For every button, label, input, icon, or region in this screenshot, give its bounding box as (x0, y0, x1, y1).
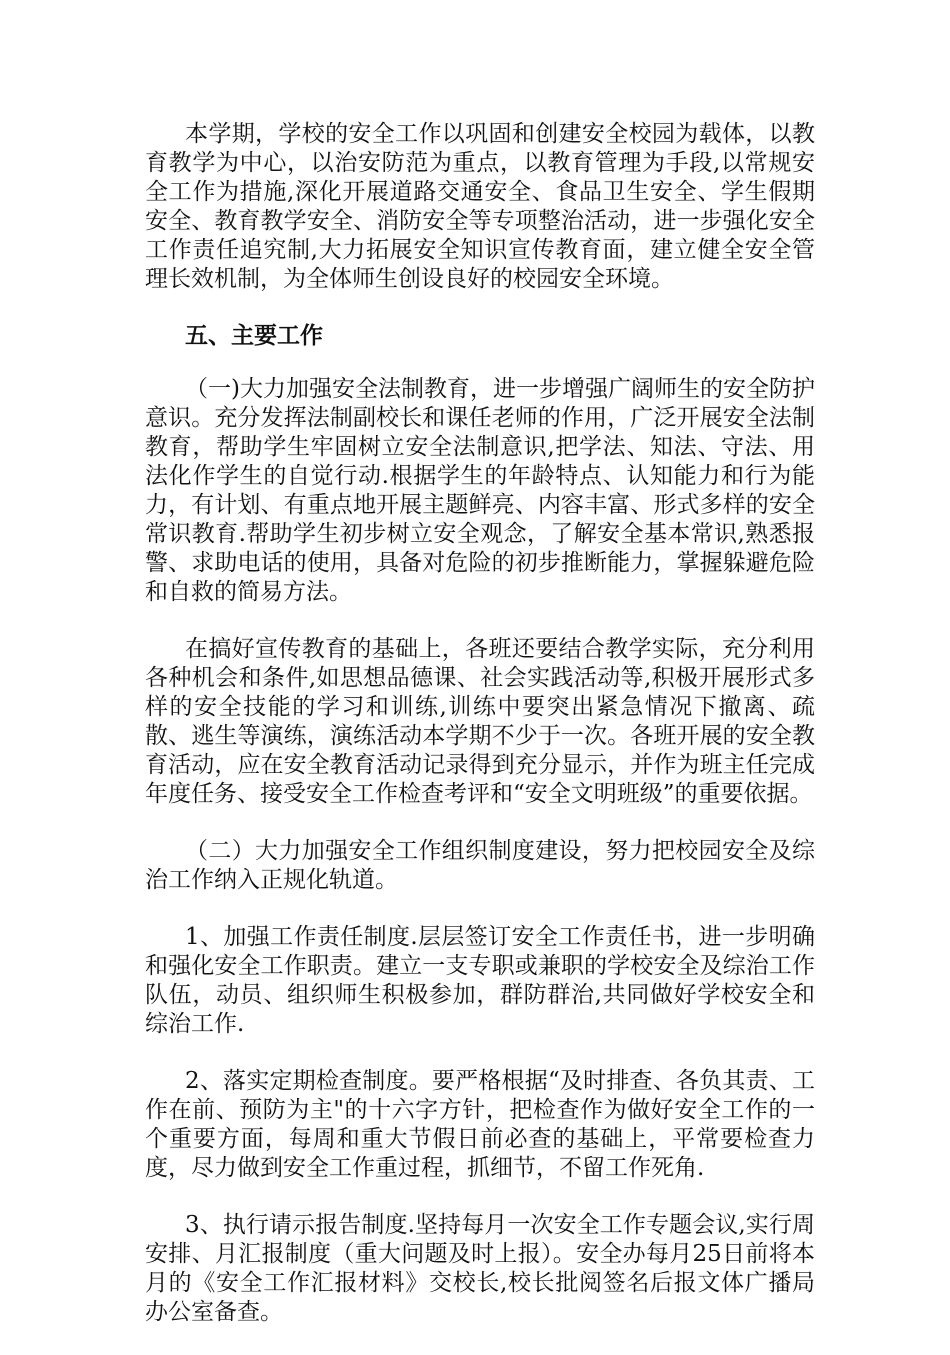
paragraph-reporting-system: 3、执行请示报告制度.坚持每月一次安全工作专题会议,实行周安排、月汇报制度（重大问题及时上报）。安全办每月25日前将本月的《安全工作汇报材料》交校长,校长批阅签名后报文体广播局办公室备查。 (145, 1212, 815, 1325)
intro-paragraph: 本学期，学校的安全工作以巩固和创建安全校园为载体，以教育教学为中心，以治安防范为重点，以教育管理为手段,以常规安全工作为措施,深化开展道路交通安全、食品卫生安全、学生假期安全、教育教学安全、消防安全等专项整治活动，进一步强化安全工作责任追究制,大力拓展安全知识宣传教育面，建立健全安全管理长效机制，为全体师生创设良好的校园安全环境。 (145, 121, 815, 292)
paragraph-organization-system: （二）大力加强安全工作组织制度建设，努力把校园安全及综治工作纳入正规化轨道。 (145, 838, 815, 893)
paragraph-responsibility-system: 1、加强工作责任制度.层层签订安全工作责任书，进一步明确和强化安全工作职责。建立一支专职或兼职的学校安全及综治工作队伍，动员、组织师生积极参加，群防群治,共同做好学校安全和综治工作. (145, 924, 815, 1037)
paragraph-inspection-system: 2、落实定期检查制度。要严格根据“及时排查、各负其责、工作在前、预防为主"的十六字方针，把检查作为做好安全工作的一个重要方面，每周和重大节假日前必查的基础上，平常要检查力度，尽力做到安全工作重过程，抓细节，不留工作死角. (145, 1068, 815, 1181)
paragraph-legal-education: （一)大力加强安全法制教育，进一步增强广阔师生的安全防护意识。充分发挥法制副校长和课任老师的作用，广泛开展安全法制教育，帮助学生牢固树立安全法制意识,把学法、知法、守法、用法化作学生的自觉行动.根据学生的年龄特点、认知能力和行为能力，有计划、有重点地开展主题鲜亮、内容丰富、形式多样的安全常识教育.帮助学生初步树立安全观念，了解安全基本常识,熟悉报警、求助电话的使用，具备对危险的初步推断能力，掌握躲避危险和自救的简易方法。 (145, 376, 815, 605)
section-heading: 五、主要工作 (185, 323, 323, 349)
paragraph-propaganda-education: 在搞好宣传教育的基础上，各班还要结合教学实际，充分利用各种机会和条件,如思想品德课、社会实践活动等,积极开展形式多样的安全技能的学习和训练,训练中要突出紧急情况下撤离、疏散、逃生等演练，演练活动本学期不少于一次。各班开展的安全教育活动，应在安全教育活动记录得到充分显示，并作为班主任完成年度任务、接受安全工作检查考评和“安全文明班级”的重要依据。 (145, 636, 815, 807)
document-body (145, 120, 815, 1355)
